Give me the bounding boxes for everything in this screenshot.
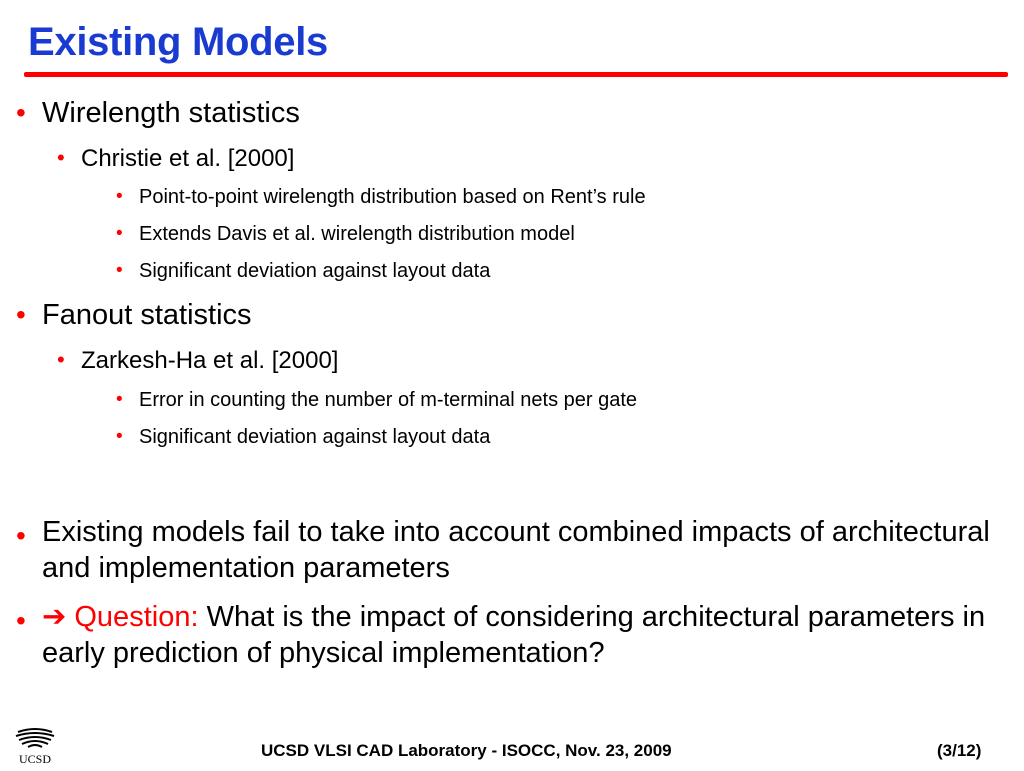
bullet-fanout-statistics	[16, 299, 252, 331]
ucsd-logo-text: UCSD	[18, 752, 52, 766]
bullet-dot: •	[116, 223, 123, 244]
bullet-existing-models-fail	[16, 514, 1002, 586]
bullet-dot: •	[16, 605, 26, 636]
bullet-text: Significant deviation against layout data	[139, 426, 491, 448]
bullet-dot: •	[57, 145, 65, 170]
bullet-text: Error in counting the number of m-terminal nets per gate	[139, 389, 638, 411]
bullet-text: Zarkesh-Ha et al. [2000]	[81, 347, 339, 374]
question-label: Question:	[74, 601, 199, 633]
bullet-significant-deviation-2	[116, 426, 491, 448]
footer-lab: UCSD VLSI CAD Laboratory - ISOCC, Nov. 23, 2009	[261, 741, 672, 760]
title-underline	[24, 72, 1008, 77]
page-number: (3/12)	[937, 741, 982, 760]
bullet-dot: •	[16, 520, 26, 551]
bullet-text: Existing models fail to take into account combined impacts of architectural and implementation parameters	[42, 516, 990, 584]
bullet-text: Significant deviation against layout data	[139, 260, 491, 282]
bullet-christie	[57, 145, 295, 172]
bullet-text: Fanout statistics	[42, 299, 252, 331]
bullet-dot: •	[116, 186, 123, 207]
bullet-text: What is the impact of considering architectural parameters in early prediction of physical implementation?	[42, 601, 986, 669]
bullet-question	[16, 599, 1002, 671]
bullet-error-counting	[116, 389, 638, 411]
bullet-dot: •	[116, 260, 123, 281]
bullet-text: Christie et al. [2000]	[81, 145, 295, 172]
bullet-dot: •	[116, 426, 123, 447]
bullet-text: Wirelength statistics	[42, 97, 300, 129]
slide-title: Existing Models	[28, 20, 328, 64]
arrow-icon: ➔	[42, 601, 67, 633]
bullet-text: Point-to-point wirelength distribution based on Rent’s rule	[139, 186, 646, 208]
bullet-point-to-point	[116, 186, 646, 208]
bullet-dot: •	[16, 299, 26, 330]
bullet-dot: •	[16, 97, 26, 128]
ucsd-logo	[10, 726, 60, 766]
ucsd-logo-icon	[10, 726, 60, 766]
bullet-zarkesh-ha	[57, 347, 339, 374]
bullet-dot: •	[116, 389, 123, 410]
bullet-dot: •	[57, 347, 65, 372]
bullet-extends-davis	[116, 223, 575, 245]
bullet-significant-deviation-1	[116, 260, 491, 282]
bullet-text: Extends Davis et al. wirelength distribution model	[139, 223, 575, 245]
bullet-wirelength-statistics	[16, 97, 300, 129]
